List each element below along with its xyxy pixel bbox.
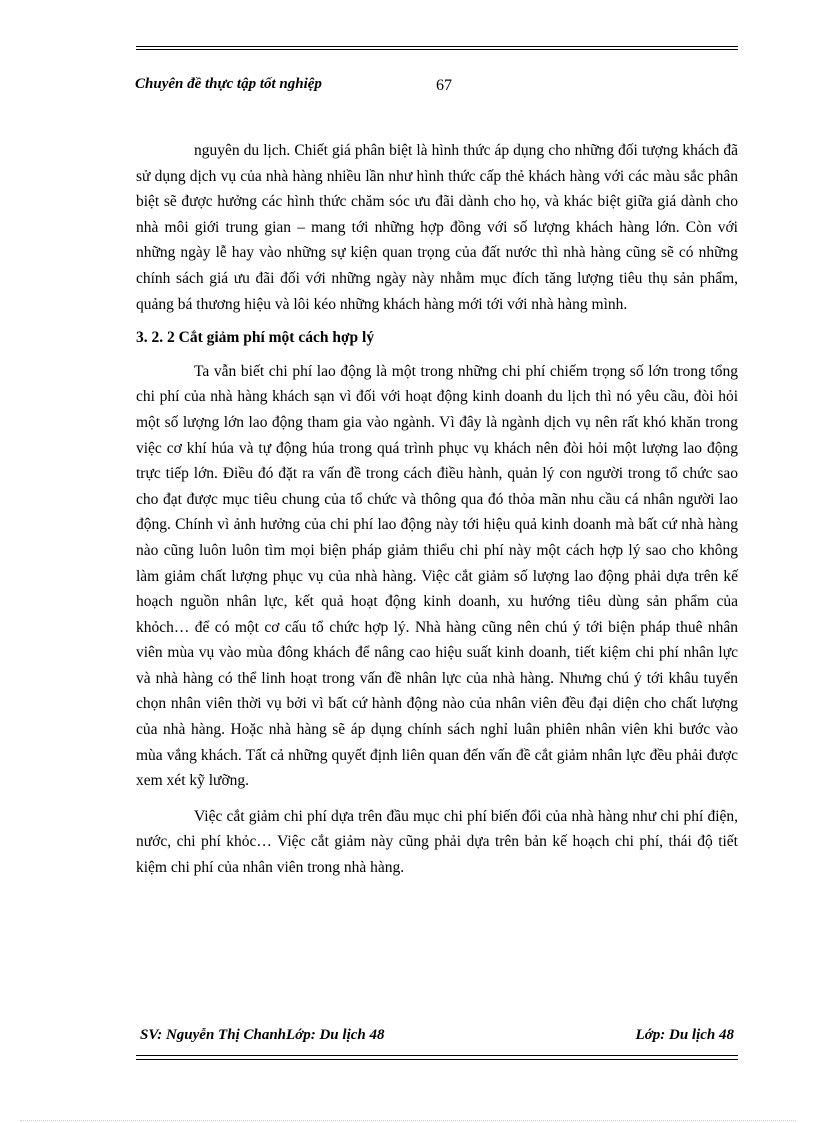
header-title: Chuyên đề thực tập tốt nghiệp <box>135 76 322 92</box>
page-number: 67 <box>436 77 452 94</box>
page-edge-line <box>20 1120 796 1121</box>
paragraph-2: Ta vẫn biết chi phí lao động là một trong những chi phí chiếm trọng số lớn trong tổng chi phí của nhà hàng khách sạn vì đối với hoạt động kinh doanh du lịch thì nó yêu cầu, đòi hỏi một số lượng lớn lao động tham gia vào ngành. Vì đây là ngành dịch vụ nên rất khó khăn trong việc cơ khí húa và tự động húa trong quá trình phục vụ khách nên đòi hỏi một lượng lao động trực tiếp lớn. Điều đó đặt ra vấn đề trong cách điều hành, quản lý con người trong tổ chức sao cho đạt được mục tiêu chung của tổ chức và thông qua đó thỏa mãn nhu cầu cá nhân người lao động. Chính vì ảnh hưởng của chi phí lao động này tới hiệu quả kinh doanh mà bất cứ nhà hàng nào cũng luôn luôn tìm mọi biện pháp giảm thiểu chi phí này một cách hợp lý sao cho không làm giảm chất lượng phục vụ của nhà hàng. Việc cắt giảm số lượng lao động phải dựa trên kế hoạch nguồn nhân lực, kết quả hoạt động kinh doanh, xu hướng tiêu dùng sản phẩm của khỏch… để có một cơ cấu tổ chức hợp lý. Nhà hàng cũng nên chú ý tới biện pháp thuê nhân viên mùa vụ vào mùa đông khách để nâng cao hiệu suất kinh doanh, tiết kiệm chi phí nhân lực và nhà hàng có thể linh hoạt trong vấn đề nhân lực của nhà hàng. Nhưng chú ý tới khâu tuyển chọn nhân viên thời vụ bởi vì bất cứ hành động nào của nhân viên đều đại diện cho chất lượng của nhà hàng. Hoặc nhà hàng sẽ áp dụng chính sách nghỉ luân phiên nhân viên khi bước vào mùa vắng khách. Tất cả những quyết định liên quan đến vấn đề cắt giảm nhân lực đều phải được xem xét kỹ lưỡng. <box>136 362 738 790</box>
paragraph-3: Việc cắt giảm chi phí dựa trên đầu mục chi phí biến đổi của nhà hàng như chi phí điện, nước, chi phí khỏc… Việc cắt giảm này cũng phải dựa trên bản kế hoạch chi phí, thái độ tiết kiệm chi phí của nhân viên trong nhà hàng. <box>136 807 738 877</box>
header-rule-top <box>136 46 738 47</box>
paragraph-1: nguyên du lịch. Chiết giá phân biệt là hình thức áp dụng cho những đối tượng khách đã sử dụng dịch vụ của nhà hàng nhiều lần như hình thức cấp thẻ khách hàng với các màu sắc phân biệt sẽ được hưởng các hình thức chăm sóc ưu đãi dành cho họ, và khác biệt giữa giá dành cho nhà môi giới trung gian – mang tới những hợp đồng với số lượng khách hàng lớn. Còn với những ngày lễ hay vào những sự kiện quan trọng của đất nước thì nhà hàng cũng sẽ có những chính sách giá ưu đãi đối với những ngày này nhằm mục đích tăng lượng tiêu thụ sản phẩm, quảng bá thương hiệu và lôi kéo những khách hàng mới tới với nhà hàng mình. <box>136 142 738 313</box>
footer-class: Lớp: Du lịch 48 <box>635 1027 734 1043</box>
section-heading: 3. 2. 2 Cắt giảm phí một cách hợp lý <box>136 329 375 347</box>
header-rule-bottom <box>136 49 738 50</box>
page-body <box>136 138 738 881</box>
footer-rule-bottom <box>136 1059 738 1060</box>
paragraph-spacer <box>136 794 738 804</box>
footer-student: SV: Nguyễn Thị ChanhLớp: Du lịch 48 <box>140 1027 385 1043</box>
footer-rule-top <box>136 1055 738 1056</box>
